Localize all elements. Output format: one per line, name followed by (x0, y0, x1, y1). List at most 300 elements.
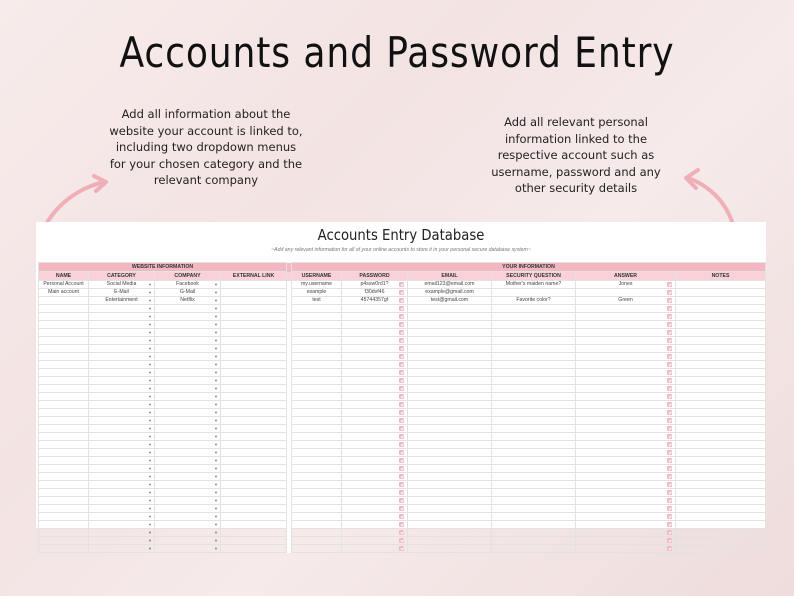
checkbox-icon[interactable] (399, 282, 404, 287)
category-dropdown[interactable] (89, 409, 155, 417)
cell-username[interactable] (292, 497, 342, 505)
checkbox-icon[interactable] (667, 450, 672, 455)
category-dropdown[interactable] (89, 305, 155, 313)
dropdown-arrow-icon[interactable]: ▼ (148, 330, 152, 335)
cell-username[interactable] (292, 521, 342, 529)
checkbox-icon[interactable] (399, 490, 404, 495)
cell-security-question[interactable] (492, 497, 576, 505)
dropdown-arrow-icon[interactable]: ▼ (148, 306, 152, 311)
cell-external-link[interactable] (221, 337, 287, 345)
cell-password[interactable] (342, 513, 408, 521)
cell-answer[interactable] (576, 465, 676, 473)
cell-external-link[interactable] (221, 321, 287, 329)
cell-answer[interactable] (576, 473, 676, 481)
cell-answer[interactable] (576, 369, 676, 377)
category-dropdown[interactable] (89, 377, 155, 385)
cell-security-question[interactable] (492, 417, 576, 425)
cell-name[interactable] (39, 369, 89, 377)
checkbox-icon[interactable] (667, 282, 672, 287)
cell-notes[interactable] (676, 345, 766, 353)
cell-external-link[interactable] (221, 457, 287, 465)
checkbox-icon[interactable] (399, 442, 404, 447)
cell-security-question[interactable] (492, 353, 576, 361)
cell-answer[interactable] (576, 521, 676, 529)
checkbox-icon[interactable] (667, 474, 672, 479)
cell-external-link[interactable] (221, 361, 287, 369)
cell-password[interactable] (342, 321, 408, 329)
category-dropdown[interactable] (89, 545, 155, 553)
category-dropdown[interactable] (89, 513, 155, 521)
cell-external-link[interactable] (221, 433, 287, 441)
cell-security-question[interactable] (492, 441, 576, 449)
company-dropdown[interactable] (155, 449, 221, 457)
checkbox-icon[interactable] (399, 322, 404, 327)
checkbox-icon[interactable] (667, 426, 672, 431)
cell-email[interactable] (408, 537, 492, 545)
cell-external-link[interactable] (221, 305, 287, 313)
cell-security-question[interactable] (492, 457, 576, 465)
dropdown-arrow-icon[interactable]: ▼ (214, 306, 218, 311)
cell-email[interactable] (408, 361, 492, 369)
dropdown-arrow-icon[interactable]: ▼ (214, 378, 218, 383)
checkbox-icon[interactable] (667, 298, 672, 303)
category-dropdown[interactable] (89, 345, 155, 353)
cell-external-link[interactable] (221, 345, 287, 353)
cell-external-link[interactable] (221, 441, 287, 449)
cell-external-link[interactable] (221, 545, 287, 553)
cell-external-link[interactable] (221, 537, 287, 545)
cell-username[interactable] (292, 441, 342, 449)
checkbox-icon[interactable] (399, 434, 404, 439)
company-dropdown[interactable] (155, 305, 221, 313)
checkbox-icon[interactable] (667, 442, 672, 447)
dropdown-arrow-icon[interactable]: ▼ (214, 522, 218, 527)
dropdown-arrow-icon[interactable]: ▼ (148, 482, 152, 487)
cell-security-question[interactable] (492, 281, 576, 289)
cell-email[interactable] (408, 401, 492, 409)
dropdown-arrow-icon[interactable]: ▼ (214, 426, 218, 431)
cell-external-link[interactable] (221, 529, 287, 537)
cell-notes[interactable] (676, 305, 766, 313)
checkbox-icon[interactable] (667, 314, 672, 319)
category-dropdown[interactable] (89, 457, 155, 465)
cell-security-question[interactable] (492, 433, 576, 441)
checkbox-icon[interactable] (399, 530, 404, 535)
checkbox-icon[interactable] (667, 498, 672, 503)
cell-notes[interactable] (676, 513, 766, 521)
company-dropdown[interactable] (155, 329, 221, 337)
cell-answer[interactable] (576, 481, 676, 489)
checkbox-icon[interactable] (399, 450, 404, 455)
cell-name[interactable] (39, 345, 89, 353)
dropdown-arrow-icon[interactable]: ▼ (214, 394, 218, 399)
cell-name[interactable] (39, 497, 89, 505)
dropdown-arrow-icon[interactable]: ▼ (148, 298, 152, 303)
cell-notes[interactable] (676, 401, 766, 409)
cell-security-question[interactable] (492, 505, 576, 513)
cell-name[interactable] (39, 321, 89, 329)
dropdown-arrow-icon[interactable]: ▼ (148, 282, 152, 287)
checkbox-icon[interactable] (667, 330, 672, 335)
cell-name[interactable] (39, 457, 89, 465)
cell-name[interactable] (39, 289, 89, 297)
company-dropdown[interactable] (155, 457, 221, 465)
category-dropdown[interactable] (89, 281, 155, 289)
cell-name[interactable] (39, 505, 89, 513)
checkbox-icon[interactable] (399, 418, 404, 423)
category-dropdown[interactable] (89, 537, 155, 545)
cell-password[interactable] (342, 505, 408, 513)
category-dropdown[interactable] (89, 313, 155, 321)
checkbox-icon[interactable] (399, 514, 404, 519)
dropdown-arrow-icon[interactable]: ▼ (148, 418, 152, 423)
dropdown-arrow-icon[interactable]: ▼ (148, 506, 152, 511)
cell-notes[interactable] (676, 377, 766, 385)
category-dropdown[interactable] (89, 497, 155, 505)
cell-email[interactable] (408, 337, 492, 345)
cell-external-link[interactable] (221, 329, 287, 337)
cell-notes[interactable] (676, 465, 766, 473)
dropdown-arrow-icon[interactable]: ▼ (148, 354, 152, 359)
cell-username[interactable] (292, 409, 342, 417)
checkbox-icon[interactable] (399, 538, 404, 543)
cell-notes[interactable] (676, 521, 766, 529)
dropdown-arrow-icon[interactable]: ▼ (214, 338, 218, 343)
cell-name[interactable] (39, 449, 89, 457)
checkbox-icon[interactable] (399, 546, 404, 551)
cell-answer[interactable] (576, 289, 676, 297)
dropdown-arrow-icon[interactable]: ▼ (214, 330, 218, 335)
dropdown-arrow-icon[interactable]: ▼ (148, 434, 152, 439)
checkbox-icon[interactable] (399, 466, 404, 471)
dropdown-arrow-icon[interactable]: ▼ (214, 282, 218, 287)
cell-notes[interactable] (676, 497, 766, 505)
cell-answer[interactable] (576, 297, 676, 305)
dropdown-arrow-icon[interactable]: ▼ (214, 482, 218, 487)
cell-answer[interactable] (576, 433, 676, 441)
cell-password[interactable] (342, 545, 408, 553)
cell-username[interactable] (292, 505, 342, 513)
category-dropdown[interactable] (89, 529, 155, 537)
dropdown-arrow-icon[interactable]: ▼ (148, 378, 152, 383)
cell-password[interactable] (342, 297, 408, 305)
cell-external-link[interactable] (221, 313, 287, 321)
checkbox-icon[interactable] (399, 402, 404, 407)
cell-name[interactable] (39, 313, 89, 321)
cell-email[interactable] (408, 505, 492, 513)
cell-email[interactable] (408, 497, 492, 505)
cell-external-link[interactable] (221, 385, 287, 393)
cell-answer[interactable] (576, 505, 676, 513)
cell-notes[interactable] (676, 473, 766, 481)
cell-answer[interactable] (576, 417, 676, 425)
category-dropdown[interactable] (89, 369, 155, 377)
company-dropdown[interactable] (155, 545, 221, 553)
dropdown-arrow-icon[interactable]: ▼ (148, 474, 152, 479)
checkbox-icon[interactable] (399, 386, 404, 391)
cell-notes[interactable] (676, 529, 766, 537)
checkbox-icon[interactable] (399, 506, 404, 511)
checkbox-icon[interactable] (667, 506, 672, 511)
checkbox-icon[interactable] (667, 466, 672, 471)
cell-username[interactable] (292, 289, 342, 297)
dropdown-arrow-icon[interactable]: ▼ (214, 402, 218, 407)
company-dropdown[interactable] (155, 337, 221, 345)
cell-external-link[interactable] (221, 393, 287, 401)
cell-external-link[interactable] (221, 297, 287, 305)
cell-username[interactable] (292, 489, 342, 497)
cell-security-question[interactable] (492, 361, 576, 369)
category-dropdown[interactable] (89, 321, 155, 329)
checkbox-icon[interactable] (399, 354, 404, 359)
category-dropdown[interactable] (89, 329, 155, 337)
cell-notes[interactable] (676, 281, 766, 289)
checkbox-icon[interactable] (399, 378, 404, 383)
cell-username[interactable] (292, 377, 342, 385)
company-dropdown[interactable] (155, 441, 221, 449)
cell-username[interactable] (292, 385, 342, 393)
checkbox-icon[interactable] (667, 530, 672, 535)
cell-email[interactable] (408, 433, 492, 441)
dropdown-arrow-icon[interactable]: ▼ (148, 370, 152, 375)
cell-notes[interactable] (676, 321, 766, 329)
cell-notes[interactable] (676, 385, 766, 393)
cell-username[interactable] (292, 345, 342, 353)
cell-username[interactable] (292, 401, 342, 409)
company-dropdown[interactable] (155, 425, 221, 433)
dropdown-arrow-icon[interactable]: ▼ (148, 546, 152, 551)
checkbox-icon[interactable] (667, 378, 672, 383)
cell-name[interactable] (39, 529, 89, 537)
cell-security-question[interactable] (492, 385, 576, 393)
dropdown-arrow-icon[interactable]: ▼ (214, 410, 218, 415)
checkbox-icon[interactable] (667, 386, 672, 391)
category-dropdown[interactable] (89, 425, 155, 433)
cell-security-question[interactable] (492, 521, 576, 529)
dropdown-arrow-icon[interactable]: ▼ (214, 386, 218, 391)
dropdown-arrow-icon[interactable]: ▼ (148, 362, 152, 367)
cell-answer[interactable] (576, 409, 676, 417)
dropdown-arrow-icon[interactable]: ▼ (214, 418, 218, 423)
cell-password[interactable] (342, 313, 408, 321)
cell-security-question[interactable] (492, 425, 576, 433)
cell-password[interactable] (342, 377, 408, 385)
dropdown-arrow-icon[interactable]: ▼ (214, 298, 218, 303)
cell-email[interactable] (408, 489, 492, 497)
cell-notes[interactable] (676, 457, 766, 465)
checkbox-icon[interactable] (667, 482, 672, 487)
category-dropdown[interactable] (89, 441, 155, 449)
dropdown-arrow-icon[interactable]: ▼ (214, 490, 218, 495)
cell-notes[interactable] (676, 361, 766, 369)
checkbox-icon[interactable] (399, 426, 404, 431)
company-dropdown[interactable] (155, 313, 221, 321)
cell-password[interactable] (342, 305, 408, 313)
checkbox-icon[interactable] (399, 522, 404, 527)
cell-email[interactable] (408, 321, 492, 329)
cell-answer[interactable] (576, 353, 676, 361)
company-dropdown[interactable] (155, 297, 221, 305)
cell-external-link[interactable] (221, 465, 287, 473)
company-dropdown[interactable] (155, 481, 221, 489)
cell-name[interactable] (39, 433, 89, 441)
dropdown-arrow-icon[interactable]: ▼ (214, 514, 218, 519)
dropdown-arrow-icon[interactable]: ▼ (148, 490, 152, 495)
checkbox-icon[interactable] (399, 290, 404, 295)
cell-answer[interactable] (576, 321, 676, 329)
company-dropdown[interactable] (155, 417, 221, 425)
cell-notes[interactable] (676, 289, 766, 297)
cell-answer[interactable] (576, 305, 676, 313)
checkbox-icon[interactable] (399, 306, 404, 311)
category-dropdown[interactable] (89, 417, 155, 425)
cell-answer[interactable] (576, 497, 676, 505)
cell-password[interactable] (342, 441, 408, 449)
dropdown-arrow-icon[interactable]: ▼ (148, 346, 152, 351)
cell-security-question[interactable] (492, 329, 576, 337)
cell-password[interactable] (342, 449, 408, 457)
checkbox-icon[interactable] (667, 458, 672, 463)
category-dropdown[interactable] (89, 297, 155, 305)
company-dropdown[interactable] (155, 489, 221, 497)
cell-name[interactable] (39, 385, 89, 393)
cell-email[interactable] (408, 513, 492, 521)
cell-answer[interactable] (576, 281, 676, 289)
dropdown-arrow-icon[interactable]: ▼ (214, 290, 218, 295)
dropdown-arrow-icon[interactable]: ▼ (148, 498, 152, 503)
cell-external-link[interactable] (221, 425, 287, 433)
cell-notes[interactable] (676, 313, 766, 321)
cell-username[interactable] (292, 473, 342, 481)
checkbox-icon[interactable] (399, 370, 404, 375)
cell-name[interactable] (39, 361, 89, 369)
cell-answer[interactable] (576, 393, 676, 401)
cell-email[interactable] (408, 521, 492, 529)
dropdown-arrow-icon[interactable]: ▼ (214, 450, 218, 455)
checkbox-icon[interactable] (399, 410, 404, 415)
cell-email[interactable] (408, 529, 492, 537)
company-dropdown[interactable] (155, 505, 221, 513)
cell-security-question[interactable] (492, 377, 576, 385)
cell-notes[interactable] (676, 337, 766, 345)
checkbox-icon[interactable] (399, 330, 404, 335)
cell-password[interactable] (342, 361, 408, 369)
dropdown-arrow-icon[interactable]: ▼ (148, 290, 152, 295)
dropdown-arrow-icon[interactable]: ▼ (214, 546, 218, 551)
cell-security-question[interactable] (492, 321, 576, 329)
cell-username[interactable] (292, 425, 342, 433)
checkbox-icon[interactable] (667, 514, 672, 519)
company-dropdown[interactable] (155, 433, 221, 441)
cell-name[interactable] (39, 521, 89, 529)
cell-answer[interactable] (576, 385, 676, 393)
cell-answer[interactable] (576, 449, 676, 457)
cell-external-link[interactable] (221, 505, 287, 513)
checkbox-icon[interactable] (399, 394, 404, 399)
category-dropdown[interactable] (89, 449, 155, 457)
cell-name[interactable] (39, 337, 89, 345)
cell-answer[interactable] (576, 313, 676, 321)
cell-username[interactable] (292, 369, 342, 377)
category-dropdown[interactable] (89, 385, 155, 393)
cell-external-link[interactable] (221, 473, 287, 481)
cell-email[interactable] (408, 545, 492, 553)
cell-email[interactable] (408, 425, 492, 433)
cell-email[interactable] (408, 393, 492, 401)
cell-answer[interactable] (576, 537, 676, 545)
company-dropdown[interactable] (155, 409, 221, 417)
cell-password[interactable] (342, 289, 408, 297)
cell-external-link[interactable] (221, 521, 287, 529)
company-dropdown[interactable] (155, 377, 221, 385)
cell-name[interactable] (39, 473, 89, 481)
cell-name[interactable] (39, 489, 89, 497)
cell-username[interactable] (292, 313, 342, 321)
cell-answer[interactable] (576, 545, 676, 553)
cell-name[interactable] (39, 465, 89, 473)
cell-password[interactable] (342, 465, 408, 473)
cell-security-question[interactable] (492, 401, 576, 409)
cell-security-question[interactable] (492, 369, 576, 377)
cell-username[interactable] (292, 353, 342, 361)
checkbox-icon[interactable] (667, 538, 672, 543)
company-dropdown[interactable] (155, 513, 221, 521)
dropdown-arrow-icon[interactable]: ▼ (214, 354, 218, 359)
dropdown-arrow-icon[interactable]: ▼ (214, 530, 218, 535)
cell-security-question[interactable] (492, 289, 576, 297)
cell-username[interactable] (292, 545, 342, 553)
company-dropdown[interactable] (155, 521, 221, 529)
checkbox-icon[interactable] (667, 354, 672, 359)
cell-username[interactable] (292, 457, 342, 465)
category-dropdown[interactable] (89, 465, 155, 473)
cell-security-question[interactable] (492, 297, 576, 305)
company-dropdown[interactable] (155, 321, 221, 329)
cell-notes[interactable] (676, 417, 766, 425)
category-dropdown[interactable] (89, 337, 155, 345)
category-dropdown[interactable] (89, 481, 155, 489)
cell-email[interactable] (408, 305, 492, 313)
checkbox-icon[interactable] (667, 290, 672, 295)
cell-username[interactable] (292, 529, 342, 537)
cell-password[interactable] (342, 385, 408, 393)
cell-password[interactable] (342, 353, 408, 361)
cell-email[interactable] (408, 385, 492, 393)
category-dropdown[interactable] (89, 353, 155, 361)
cell-security-question[interactable] (492, 529, 576, 537)
cell-email[interactable] (408, 345, 492, 353)
checkbox-icon[interactable] (667, 322, 672, 327)
dropdown-arrow-icon[interactable]: ▼ (148, 402, 152, 407)
cell-username[interactable] (292, 321, 342, 329)
cell-username[interactable] (292, 481, 342, 489)
cell-name[interactable] (39, 425, 89, 433)
dropdown-arrow-icon[interactable]: ▼ (214, 506, 218, 511)
cell-notes[interactable] (676, 449, 766, 457)
dropdown-arrow-icon[interactable]: ▼ (214, 538, 218, 543)
category-dropdown[interactable] (89, 289, 155, 297)
cell-email[interactable] (408, 353, 492, 361)
company-dropdown[interactable] (155, 361, 221, 369)
cell-notes[interactable] (676, 353, 766, 361)
cell-email[interactable] (408, 449, 492, 457)
dropdown-arrow-icon[interactable]: ▼ (148, 386, 152, 391)
category-dropdown[interactable] (89, 521, 155, 529)
dropdown-arrow-icon[interactable]: ▼ (148, 410, 152, 415)
dropdown-arrow-icon[interactable]: ▼ (148, 442, 152, 447)
dropdown-arrow-icon[interactable]: ▼ (148, 394, 152, 399)
cell-security-question[interactable] (492, 313, 576, 321)
